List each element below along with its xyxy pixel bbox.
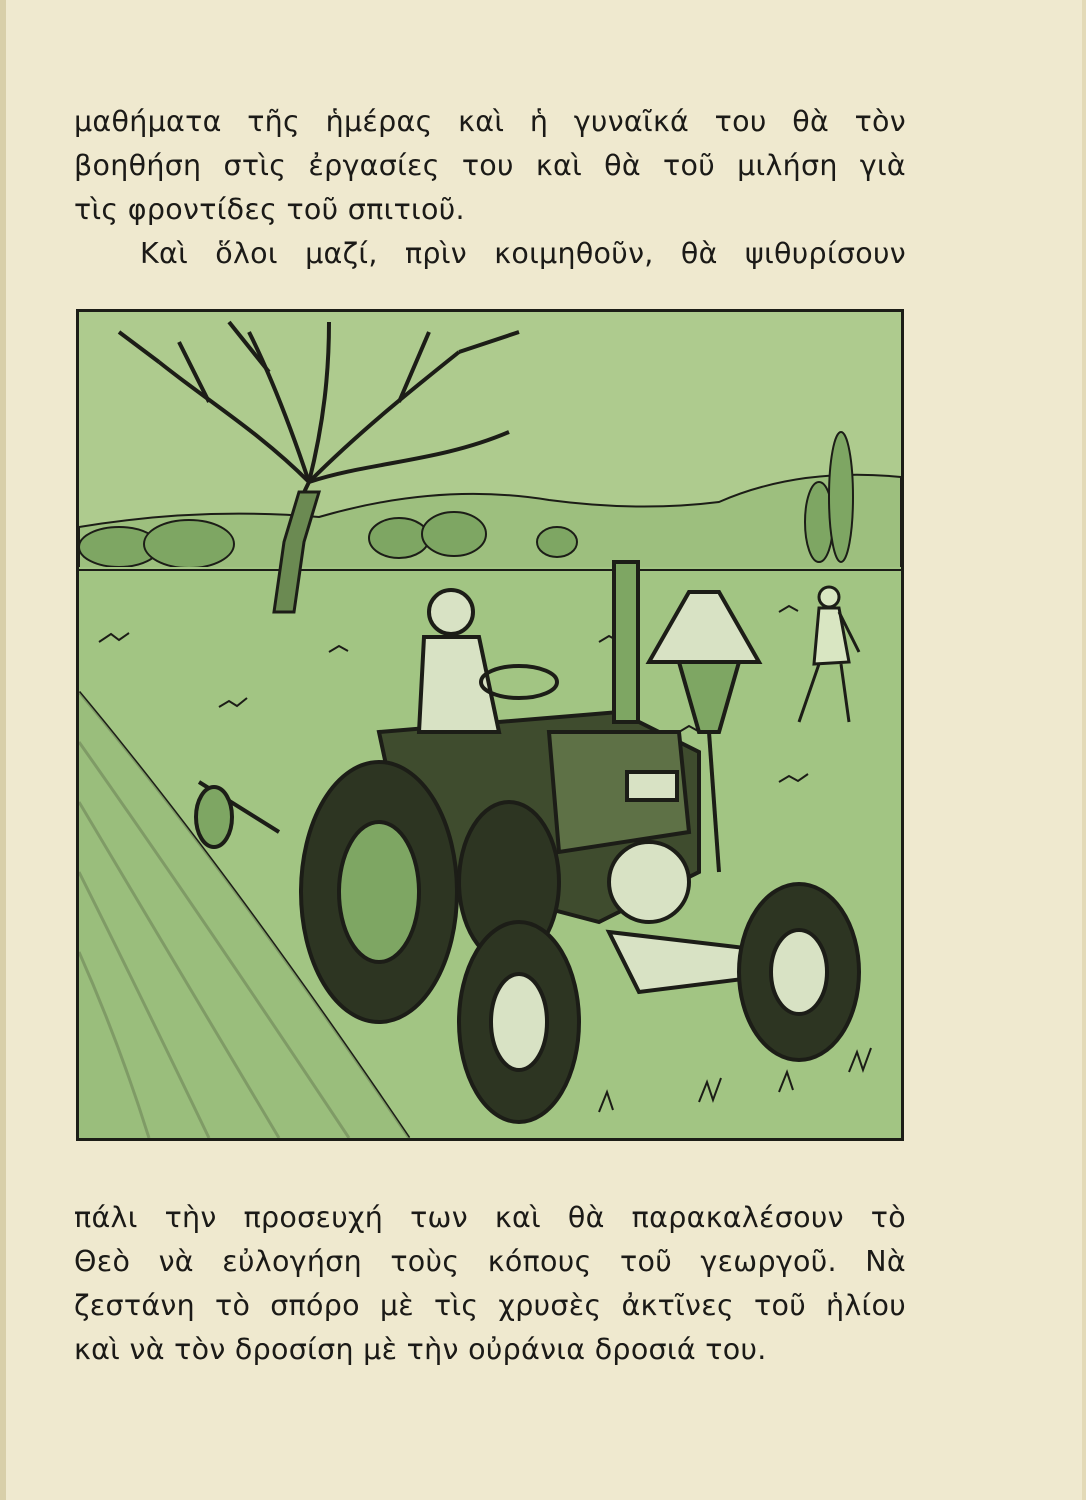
tractor-illustration — [76, 309, 904, 1141]
tractor-scene-drawing — [79, 312, 901, 1138]
bottom-paragraph — [74, 1196, 906, 1372]
text-line: βοηθήση στὶς ἐργασίες του καὶ θὰ τοῦ μιλήση γιὰ — [74, 149, 906, 182]
text-line: Θεὸ νὰ εὐλογήση τοὺς κόπους τοῦ γεωργοῦ. Νὰ — [74, 1245, 906, 1278]
text-line: καὶ νὰ τὸν δροσίση μὲ τὴν οὐράνια δροσιά του. — [74, 1333, 767, 1366]
text-line: Καὶ ὅλοι μαζί, πρὶν κοιμηθοῦν, θὰ ψιθυρίσουν — [140, 237, 906, 270]
text-line: μαθήματα τῆς ἡμέρας καὶ ἡ γυναῖκά του θὰ τὸν — [74, 105, 906, 138]
page-binding-edge — [0, 0, 6, 1500]
text-line: τὶς φροντίδες τοῦ σπιτιοῦ. — [74, 193, 465, 226]
page-right-edge — [1082, 0, 1086, 1500]
top-paragraph — [74, 100, 906, 276]
text-line: πάλι τὴν προσευχή των καὶ θὰ παρακαλέσουν τὸ — [74, 1201, 906, 1234]
text-line: ζεστάνη τὸ σπόρο μὲ τὶς χρυσὲς ἀκτῖνες τοῦ ἡλίου — [74, 1289, 906, 1322]
